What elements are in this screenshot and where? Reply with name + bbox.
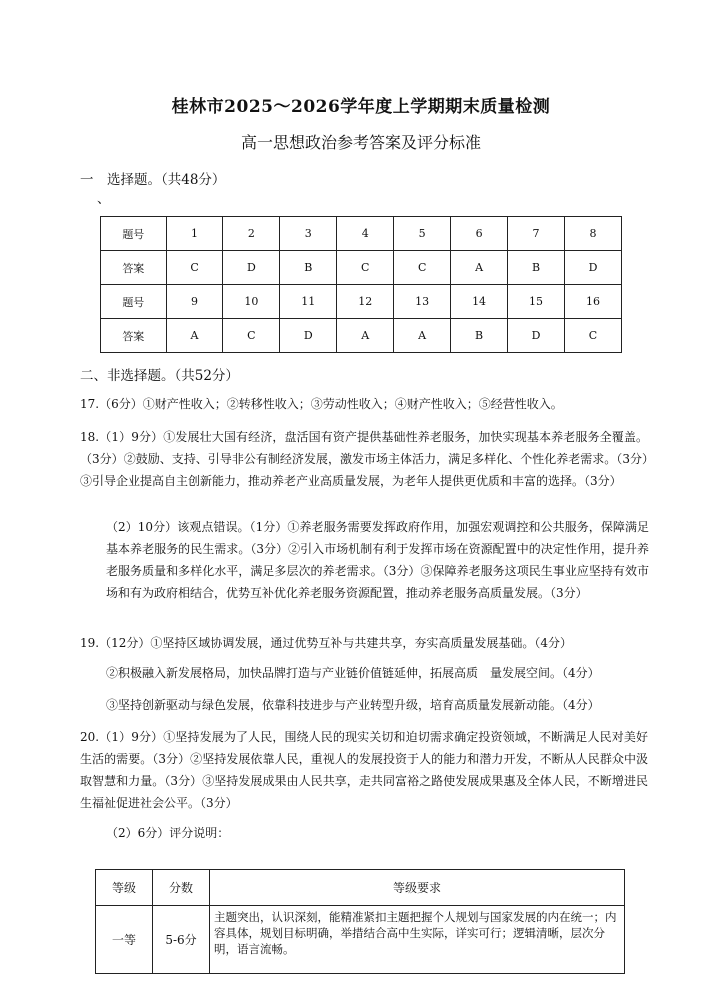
q19-line1: 19.（12分）①坚持区域协调发展，通过优势互补与共建共享，夯实高质量发展基础。（4分） xyxy=(80,636,572,650)
answer-table-row-label: 答案 xyxy=(101,251,167,285)
answer-table-cell: A xyxy=(337,319,394,353)
page-title: 桂林市2025～2026学年度上学期期末质量检测 xyxy=(171,97,551,117)
answer-table-cell: 5 xyxy=(394,217,451,251)
q20-part1: 20.（1）9分）①坚持发展为了人民，围绕人民的现实关切和迫切需求确定投资领域，不断满足人民对美好生活的需要。（3分）②坚持发展依靠人民，重视人的发展投资于人的能力和潜力开发，不断从人民群众中汲取智慧和力量。（3分）③坚持发展成果由人民共享，走共同富裕之路使发展成果惠及全体人民，不断增进民生福祉促进社会公平。（3分） xyxy=(80,730,648,810)
answer-table-cell: D xyxy=(564,251,621,285)
answer-table-cell: D xyxy=(223,251,280,285)
answer-table-answer-row xyxy=(101,251,622,285)
answer-table xyxy=(100,216,622,353)
answer-table-cell: 14 xyxy=(451,285,508,319)
answer-table-cell: 13 xyxy=(394,285,451,319)
answer-table-cell: A xyxy=(451,251,508,285)
answer-table-cell: D xyxy=(280,319,337,353)
answer-table-cell: 1 xyxy=(166,217,223,251)
q18-part1-text: 18.（1）9分）①发展壮大国有经济，盘活国有资产提供基础性养老服务，加快实现基本养老服务全覆盖。（3分）②鼓励、支持、引导非公有制经济发展，激发市场主体活力，满足多样化、个性化养老需求。（3分）③引导企业提高自主创新能力，推动养老产业高质量发展，为老年人提供更优质和丰富的选择。（3分） xyxy=(80,430,648,488)
answer-table-cell: B xyxy=(451,319,508,353)
q18-part2: （2）10分）该观点错误。（1分）①养老服务需要发挥政府作用，加强宏观调控和公共服务，保障满足基本养老服务的民生需求。（3分）②引入市场机制有利于发挥市场在资源配置中的决定性作用，提升养老服务质量和多样化水平，满足多层次的养老需求。（3分）③保障养老服务这项民生事业应坚持有效市场和有为政府相结合，优势互补优化养老服务资源配置，推动养老服务高质量发展。（3分） xyxy=(106,520,649,600)
answer-table-cell: D xyxy=(508,319,565,353)
answer-table-cell: 6 xyxy=(451,217,508,251)
page-subtitle: 高一思想政治参考答案及评分标准 xyxy=(240,133,481,152)
grade-level: 一等 xyxy=(96,906,153,974)
grade-row xyxy=(96,906,625,974)
answer-table-cell: 8 xyxy=(564,217,621,251)
answer-table-answer-row xyxy=(101,319,622,353)
q19-line2: ②积极融入新发展格局，加快品牌打造与产业链价值链延伸，拓展高质 量发展空间。（4分） xyxy=(106,666,600,680)
grade-score: 5-6分 xyxy=(153,906,210,974)
answer-table-cell: 9 xyxy=(166,285,223,319)
answer-table-cell: C xyxy=(223,319,280,353)
answer-table-row-label: 题号 xyxy=(101,217,167,251)
grade-requirement: 主题突出，认识深刻，能精准紧扣主题把握个人规划与国家发展的内在统一；内容具体，规划目标明确，举措结合高中生实际，详实可行；逻辑清晰，层次分明，语言流畅。 xyxy=(210,906,625,974)
answer-table-number-row xyxy=(101,285,622,319)
answer-table-cell: 4 xyxy=(337,217,394,251)
answer-table-cell: 11 xyxy=(280,285,337,319)
answer-table-row-label: 答案 xyxy=(101,319,167,353)
answer-table-number-row xyxy=(101,217,622,251)
answer-table-cell: 15 xyxy=(508,285,565,319)
answer-table-cell: B xyxy=(508,251,565,285)
answer-table-cell: C xyxy=(394,251,451,285)
answer-table-cell: 2 xyxy=(223,217,280,251)
answer-table-cell: B xyxy=(280,251,337,285)
grade-header-level: 等级 xyxy=(96,870,153,906)
answer-table-cell: 10 xyxy=(223,285,280,319)
grade-header-requirement: 等级要求 xyxy=(210,870,625,906)
section-heading-nonchoice: 二、非选择题。（共52分） xyxy=(80,368,239,384)
answer-table-cell: C xyxy=(337,251,394,285)
q20-part2: （2）6分）评分说明： xyxy=(106,826,230,840)
answer-table-cell: 7 xyxy=(508,217,565,251)
q18-part1 xyxy=(80,426,648,492)
answer-table-cell: A xyxy=(166,319,223,353)
answer-table-cell: C xyxy=(564,319,621,353)
grade-table xyxy=(95,869,625,974)
answer-table-cell: 12 xyxy=(337,285,394,319)
q17-answer: 17.（6分）①财产性收入；②转移性收入；③劳动性收入；④财产性收入；⑤经营性收入。 xyxy=(80,397,563,411)
stray-mark: 、 xyxy=(97,192,111,207)
section-heading-choice: 一 选择题。（共48分） xyxy=(80,172,226,188)
answer-table-cell: C xyxy=(166,251,223,285)
answer-table-row-label: 题号 xyxy=(101,285,167,319)
grade-header-score: 分数 xyxy=(153,870,210,906)
q19-line3: ③坚持创新驱动与绿色发展，依靠科技进步与产业转型升级，培育高质量发展新动能。（4分） xyxy=(106,698,600,712)
answer-table-cell: A xyxy=(394,319,451,353)
answer-table-cell: 16 xyxy=(564,285,621,319)
answer-table-cell: 3 xyxy=(280,217,337,251)
